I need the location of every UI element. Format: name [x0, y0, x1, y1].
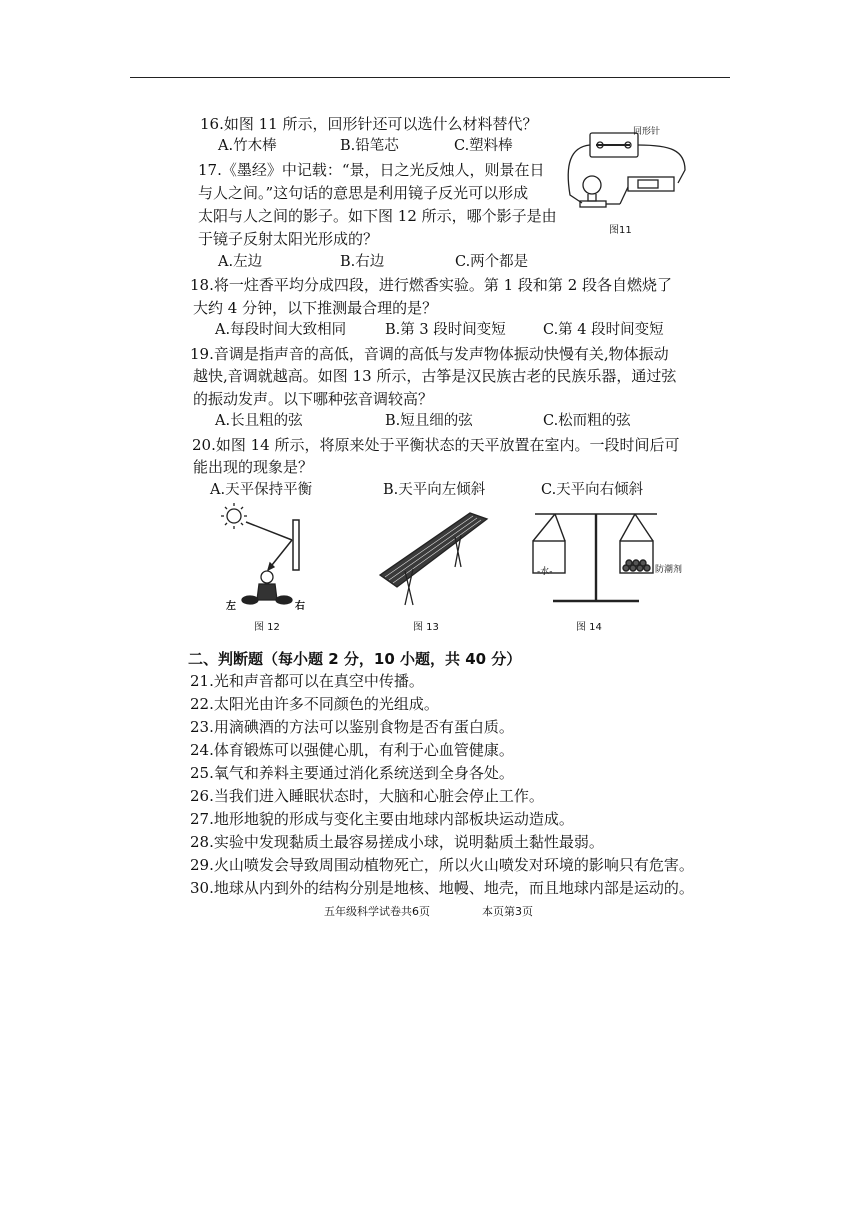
q19-line2: 越快,音调就越高。如图 13 所示，古筝是汉民族古老的民族乐器，通过弦	[193, 367, 677, 385]
figure-14-balance	[525, 506, 670, 606]
fig14-caption: 图 14	[576, 622, 602, 633]
q19-option-a: A.长且粗的弦	[215, 413, 303, 429]
q16-option-b: B.铅笔芯	[340, 138, 399, 154]
judgement-item: 30.地球从内到外的结构分别是地核、地幔、地壳，而且地球内部是运动的。	[190, 879, 694, 897]
q16-option-a: A.竹木棒	[218, 138, 277, 154]
q17-option-a: A.左边	[218, 254, 263, 270]
figure-11-circuit	[560, 125, 700, 225]
judgement-item: 25.氧气和养料主要通过消化系统送到全身各处。	[190, 764, 514, 782]
fig14-water-label: -水-	[537, 567, 553, 577]
figure-12-sun-mirror	[210, 500, 320, 610]
figure-13-guzheng	[375, 505, 495, 610]
section-2-heading: 二、判断题（每小题 2 分，10 小题，共 40 分）	[188, 650, 522, 668]
q17-line2: 与人之间。”这句话的意思是利用镜子反光可以形成	[198, 184, 529, 202]
q19-option-c: C.松而粗的弦	[543, 413, 631, 429]
q17-line1: 17.《墨经》中记载：“景，日之光反烛人，则景在日	[198, 161, 545, 179]
q20-line2: 能出现的现象是？	[193, 458, 314, 476]
q19-option-b: B.短且细的弦	[385, 413, 473, 429]
fig11-clip-label: 回形针	[633, 127, 661, 137]
q18-line2: 大约 4 分钟，以下推测最合理的是？	[193, 299, 438, 317]
q17-line4: 于镜子反射太阳光形成的？	[198, 230, 379, 248]
q17-line3: 太阳与人之间的影子。如下图 12 所示，哪个影子是由	[198, 207, 557, 225]
judgement-item: 29.火山喷发会导致周围动植物死亡，所以火山喷发对环境的影响只有危害。	[190, 856, 694, 874]
fig13-caption: 图 13	[413, 622, 439, 633]
judgement-item: 26.当我们进入睡眠状态时，大脑和心脏会停止工作。	[190, 787, 544, 805]
q20-option-b: B.天平向左倾斜	[383, 482, 486, 498]
judgement-item: 23.用滴碘酒的方法可以鉴别食物是否有蛋白质。	[190, 718, 514, 736]
q20-line1: 20.如图 14 所示，将原来处于平衡状态的天平放置在室内。一段时间后可	[192, 436, 680, 454]
q19-line1: 19.音调是指声音的高低，音调的高低与发声物体振动快慢有关,物体振动	[190, 345, 669, 363]
q16-stem: 16.如图 11 所示，回形针还可以选什么材料替代？	[200, 115, 538, 133]
q18-option-c: C.第 4 段时间变短	[543, 322, 664, 338]
fig12-caption: 图 12	[254, 622, 280, 633]
q18-option-b: B.第 3 段时间变短	[385, 322, 506, 338]
footer-page-number: 本页第3页	[482, 905, 533, 918]
judgement-item: 24.体育锻炼可以强健心肌，有利于心血管健康。	[190, 741, 514, 759]
q19-line3: 的振动发声。以下哪种弦音调较高？	[193, 390, 434, 408]
q20-option-c: C.天平向右倾斜	[541, 482, 644, 498]
fig14-desiccant-label: 防潮剂	[655, 565, 683, 575]
fig12-right-label: 右	[295, 601, 305, 612]
judgement-item: 28.实验中发现黏质土最容易搓成小球，说明黏质土黏性最弱。	[190, 833, 604, 851]
q17-option-b: B.右边	[340, 254, 385, 270]
top-rule	[130, 77, 730, 78]
q18-line1: 18.将一炷香平均分成四段，进行燃香实验。第 1 段和第 2 段各自燃烧了	[190, 276, 673, 294]
q20-option-a: A.天平保持平衡	[210, 482, 313, 498]
judgement-item: 21.光和声音都可以在真空中传播。	[190, 672, 424, 690]
judgement-item: 27.地形地貌的形成与变化主要由地球内部板块运动造成。	[190, 810, 574, 828]
q16-option-c: C.塑料棒	[454, 138, 513, 154]
q17-option-c: C.两个都是	[455, 254, 529, 270]
fig12-left-label: 左	[226, 601, 236, 612]
q18-option-a: A.每段时间大致相同	[215, 322, 347, 338]
fig11-caption: 图11	[609, 225, 632, 236]
judgement-item: 22.太阳光由许多不同颜色的光组成。	[190, 695, 439, 713]
footer-total-pages: 五年级科学试卷共6页	[324, 905, 430, 918]
